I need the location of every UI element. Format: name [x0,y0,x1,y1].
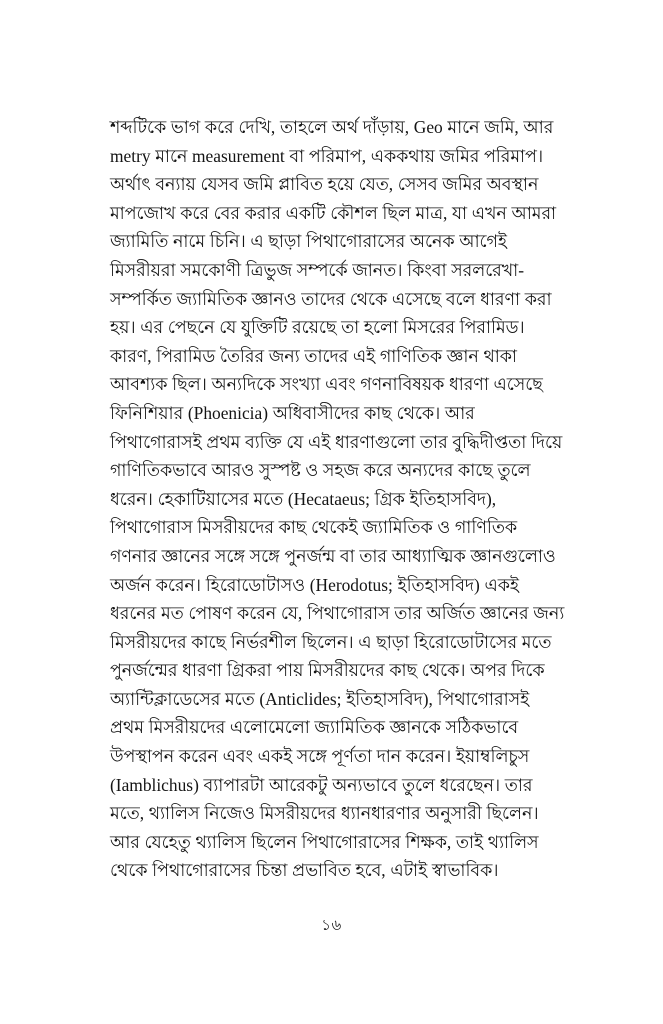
body-line: গণনার জ্ঞানের সঙ্গে সঙ্গে পুনর্জন্ম বা তার আধ্যাত্মিক জ্ঞানগুলোও [110,545,556,566]
body-line: metry মানে measurement বা পরিমাপ, এককথায় জমির পরিমাপ। [110,145,544,166]
body-text-block [110,113,565,885]
body-line: কারণ, পিরামিড তৈরির জন্য তাদের এই গাণিতিক জ্ঞান থাকা [110,345,517,366]
body-line: ধরনের মত পোষণ করেন যে, পিথাগোরাস তার অর্জিত জ্ঞানের জন্য [110,603,565,624]
body-line: মিসরীয়রা সমকোণী ত্রিভুজ সম্পর্কে জানত। কিংবা সরলরেখা- [110,259,525,280]
body-line: সম্পর্কিত জ্যামিতিক জ্ঞানও তাদের থেকে এসেছে বলে ধারণা করা [110,288,552,309]
body-line: গাণিতিকভাবে আরও সুস্পষ্ট ও সহজ করে অন্যদের কাছে তুলে [110,460,531,481]
body-line: থেকে পিথাগোরাসের চিন্তা প্রভাবিত হবে, এটাই স্বাভাবিক। [110,860,499,881]
body-line: অ্যান্টিক্লাডেসের মতে (Anticlides; ইতিহাসবিদ), পিথাগোরাসই [110,688,530,709]
body-line: (Iamblichus) ব্যাপারটা আরেকটু অন্যভাবে তুলে ধরেছেন। তার [110,774,533,795]
body-line: প্রথম মিসরীয়দের এলোমেলো জ্যামিতিক জ্ঞানকে সঠিকভাবে [110,717,519,738]
body-line: মতে, থ্যালিস নিজেও মিসরীয়দের ধ্যানধারণার অনুসারী ছিলেন। [110,803,539,824]
body-line: পিথাগোরাসই প্রথম ব্যক্তি যে এই ধারণাগুলো তার বুদ্ধিদীপ্ততা দিয়ে [110,431,563,452]
body-line: ফিনিশিয়ার (Phoenicia) অধিবাসীদের কাছ থেকে। আর [110,402,475,423]
body-line: অর্জন করেন। হিরোডোটাসও (Herodotus; ইতিহাসবিদ) একই [110,574,519,595]
body-line: আবশ্যক ছিল। অন্যদিকে সংখ্যা এবং গণনাবিষয়ক ধারণা এসেছে [110,374,543,395]
body-line: উপস্থাপন করেন এবং একই সঙ্গে পূর্ণতা দান করেন। ইয়াম্বলিচুস [110,746,530,767]
body-line: অর্থাৎ বন্যায় যেসব জমি প্লাবিত হয়ে যেত, সেসব জমির অবস্থান [110,174,539,195]
page-number: ১৬ [321,918,342,934]
body-line: মাপজোখ করে বের করার একটি কৌশল ছিল মাত্র, যা এখন আমরা [110,202,557,223]
body-line: জ্যামিতি নামে চিনি। এ ছাড়া পিথাগোরাসের অনেক আগেই [110,231,507,252]
body-paragraph [110,113,565,885]
body-line: পিথাগোরাস মিসরীয়দের কাছ থেকেই জ্যামিতিক ও গাণিতিক [110,517,518,538]
body-line: হয়। এর পেছনে যে যুক্তিটি রয়েছে তা হলো মিসরের পিরামিড। [110,317,525,338]
body-line: পুনর্জন্মের ধারণা গ্রিকরা পায় মিসরীয়দের কাছ থেকে। অপর দিকে [110,660,545,681]
body-line: শব্দটিকে ভাগ করে দেখি, তাহলে অর্থ দাঁড়ায়, Geo মানে জমি, আর [110,117,554,137]
body-line: আর যেহেতু থ্যালিস ছিলেন পিথাগোরাসের শিক্ষক, তাই থ্যালিস [110,831,539,852]
body-line: মিসরীয়দের কাছে নির্ভরশীল ছিলেন। এ ছাড়া হিরোডোটাসের মতে [110,631,552,652]
body-line: ধরেন। হেকাটিয়াসের মতে (Hecataeus; গ্রিক ইতিহাসবিদ), [110,488,497,509]
